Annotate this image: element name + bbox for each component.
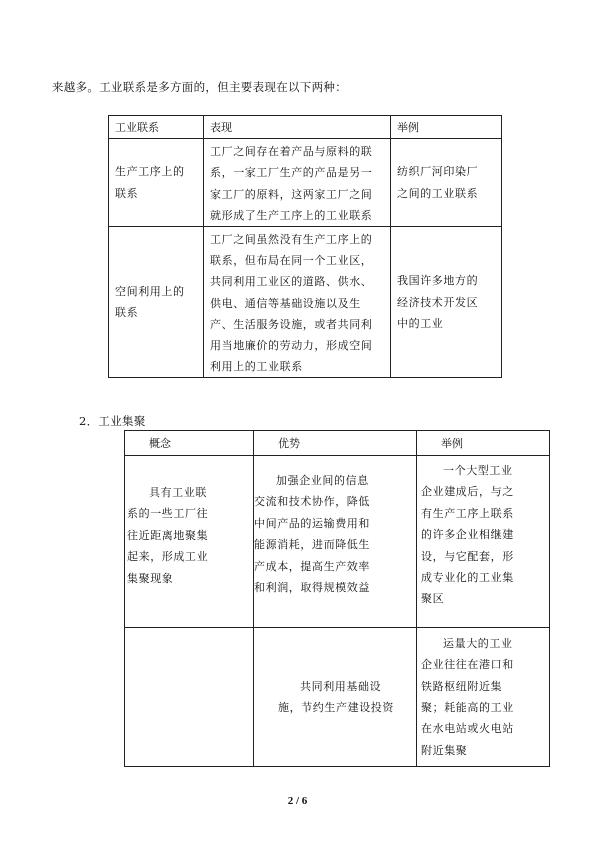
- concept-cell: [125, 628, 254, 767]
- industrial-agglomeration-table: [124, 430, 550, 767]
- table-row: [109, 227, 502, 378]
- header-cell: 表现: [204, 116, 391, 139]
- header-cell: 举例: [391, 116, 502, 139]
- linkage-type-cell: [109, 227, 204, 378]
- cell-text: 工厂之间存在着产品与原料的联 系，一家工厂生产的产品是另一 家工厂的原料，这两家工厂之间 就形成了生产工序上的工业联系: [210, 145, 373, 222]
- cell-text: 共同利用基础设 施，节约生产建设投资: [278, 679, 394, 714]
- section-title: 2．工业集聚: [79, 414, 146, 428]
- header-cell: 优势: [254, 431, 417, 456]
- cell-text: 加强企业间的信息 交流和技术协作，降低 中间产品的运输费用和 能源消耗，进而降低生 产成本，提高生产效率 和利润，取得规模效益: [254, 474, 370, 595]
- header-cell: 工业联系: [109, 116, 204, 139]
- cell-text: 纺织厂河印染厂 之间的工业联系: [397, 165, 479, 200]
- example-cell: [417, 628, 550, 767]
- example-cell: [391, 139, 502, 227]
- cell-text: 工厂之间虽然没有生产工序上的 联系，但布局在同一个工业区， 共同利用工业区的道路、供水、 供电、通信等基础设施以及生 产、生活服务设施，或者共同利 用当地廉价的劳动力，形成空间 利用上的工业联系: [210, 233, 373, 374]
- header-cell: 概念: [125, 431, 254, 456]
- table-header-row: [109, 116, 502, 139]
- intro-paragraph: 来越多。工业联系是多方面的，但主要表现在以下两种：: [52, 80, 347, 94]
- cell-text: 具有工业联 系的一些工厂往 往近距离地聚集 起来，形成工业 集聚现象: [127, 486, 209, 585]
- linkage-type-cell: [109, 139, 204, 227]
- table-header-row: [125, 431, 550, 456]
- table-row: [109, 139, 502, 227]
- table-row: [125, 628, 550, 767]
- performance-cell: [204, 139, 391, 227]
- advantage-cell: [254, 628, 417, 767]
- advantage-cell: [254, 456, 417, 628]
- cell-text: 生产工序上的 联系: [115, 165, 185, 200]
- cell-text: 空间利用上的 联系: [115, 285, 185, 320]
- table-row: [125, 456, 550, 628]
- example-cell: [417, 456, 550, 628]
- industrial-linkage-table: [108, 115, 502, 378]
- performance-cell: [204, 227, 391, 378]
- cell-text: 运量大的工业 企业往往在港口和 铁路枢纽附近集 聚；耗能高的工业 在水电站或火电站 附近集聚: [421, 636, 514, 757]
- cell-text: 一个大型工业 企业建成后，与之 有生产工序上联系 的许多企业相继建 设，与它配套，形 成专业化的工业集 聚区: [421, 464, 514, 606]
- concept-cell: [125, 456, 254, 628]
- header-cell: 举例: [417, 431, 550, 456]
- cell-text: 我国许多地方的 经济技术开发区 中的工业: [397, 274, 479, 330]
- example-cell: [391, 227, 502, 378]
- page-number: 2 / 6: [287, 795, 308, 807]
